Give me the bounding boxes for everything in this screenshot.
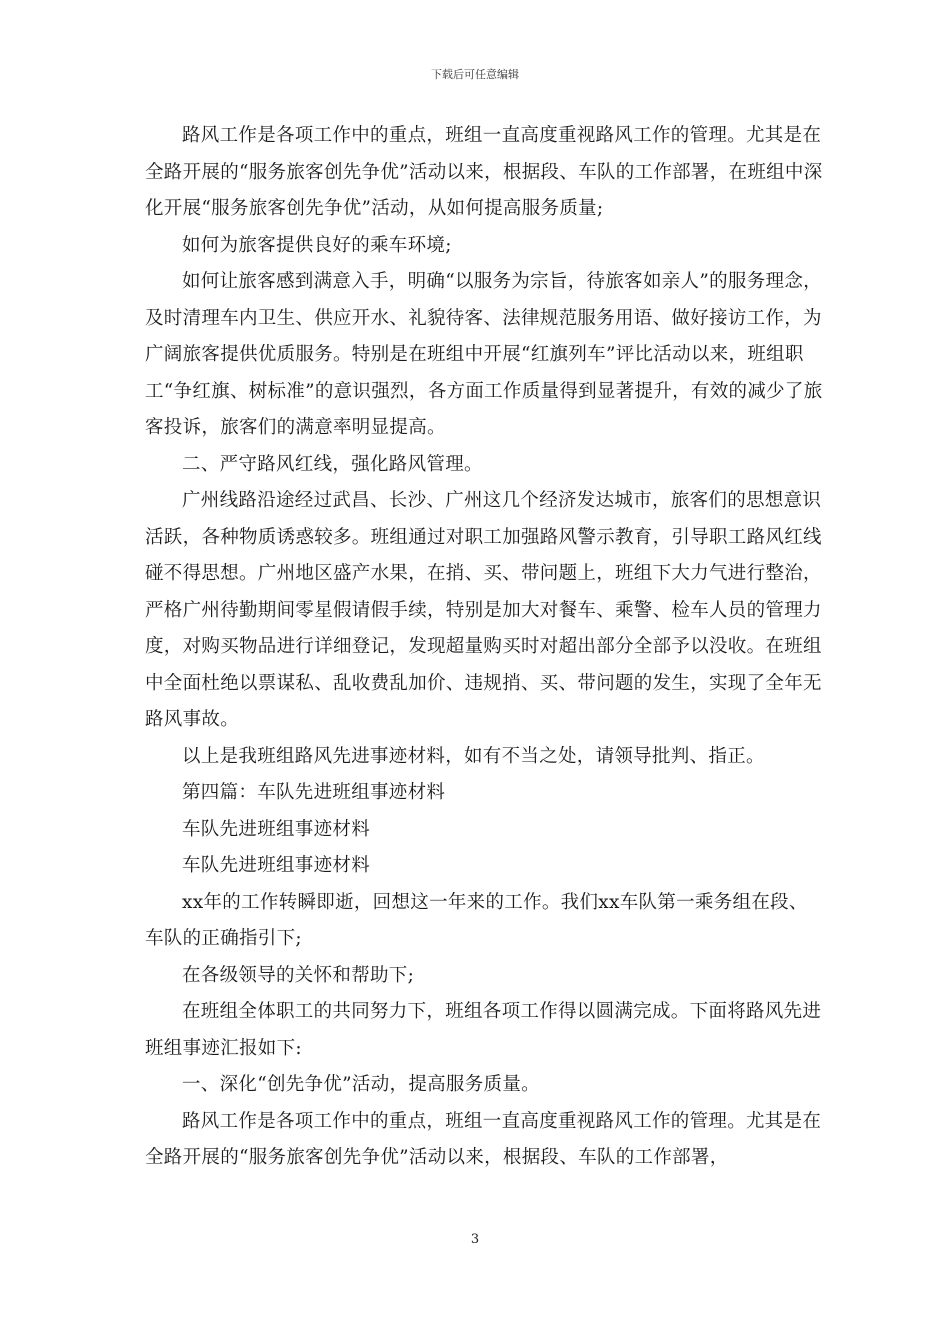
section-heading: 二、严守路风红线，强化路风管理。	[182, 453, 483, 475]
paragraph: 路风工作是各项工作中的重点，班组一直高度重视路风工作的管理。尤其是在全路开展的“服务旅客创先争优”活动以来，根据段、车队的工作部署，在班组中深化开展“服务旅客创先争优”活动，从如何提高服务质量;	[145, 125, 823, 219]
paragraph: 在班组全体职工的共同努力下，班组各项工作得以圆满完成。下面将路风先进班组事迹汇报如下:	[145, 1001, 822, 1059]
section-heading: 一、深化“创先争优”活动，提高服务质量。	[182, 1074, 540, 1095]
chapter-title: 第四篇：车队先进班组事迹材料	[182, 782, 446, 803]
paragraph: 以上是我班组路风先进事迹材料，如有不当之处，请领导批判、指正。	[182, 745, 765, 767]
page-header: 下载后可任意编辑	[431, 68, 519, 81]
paragraph: 如何让旅客感到满意入手，明确“以服务为宗旨，待旅客如亲人”的服务理念，及时清理车内卫生、供应开水、礼貌待客、法律规范服务用语、做好接访工作，为广阔旅客提供优质服务。特别是在班组中开展“红旗列车”评比活动以来，班组职工“争红旗、树标准”的意识强烈，各方面工作质量得到显著提升，有效的减少了旅客投诉，旅客们的满意率明显提高。	[145, 271, 823, 438]
paragraph: 在各级领导的关怀和帮助下;	[182, 964, 415, 986]
document-body	[145, 118, 825, 1177]
document-title: 车队先进班组事迹材料	[182, 818, 371, 840]
document-title: 车队先进班组事迹材料	[182, 855, 371, 876]
paragraph: 如何为旅客提供良好的乘车环境;	[182, 234, 452, 256]
paragraph: 广州线路沿途经过武昌、长沙、广州这几个经济发达城市，旅客们的思想意识活跃，各种物质诱惑较多。班组通过对职工加强路风警示教育，引导职工路风红线碰不得思想。广州地区盛产水果，在捎、买、带问题上，班组下大力气进行整治，严格广州待勤期间零星假请假手续，特别是加大对餐车、乘警、检车人员的管理力度，对购买物品进行详细登记，发现超量购买时对超出部分全部予以没收。在班组中全面杜绝以票谋私、乱收费乱加价、违规捎、买、带问题的发生，实现了全年无路风事故。	[145, 490, 822, 730]
paragraph: 路风工作是各项工作中的重点，班组一直高度重视路风工作的管理。尤其是在全路开展的“服务旅客创先争优”活动以来，根据段、车队的工作部署，	[145, 1110, 822, 1168]
paragraph: xx年的工作转瞬即逝，回想这一年来的工作。我们xx车队第一乘务组在段、车队的正确指引下;	[145, 891, 808, 949]
page-number: 3	[470, 1232, 480, 1247]
